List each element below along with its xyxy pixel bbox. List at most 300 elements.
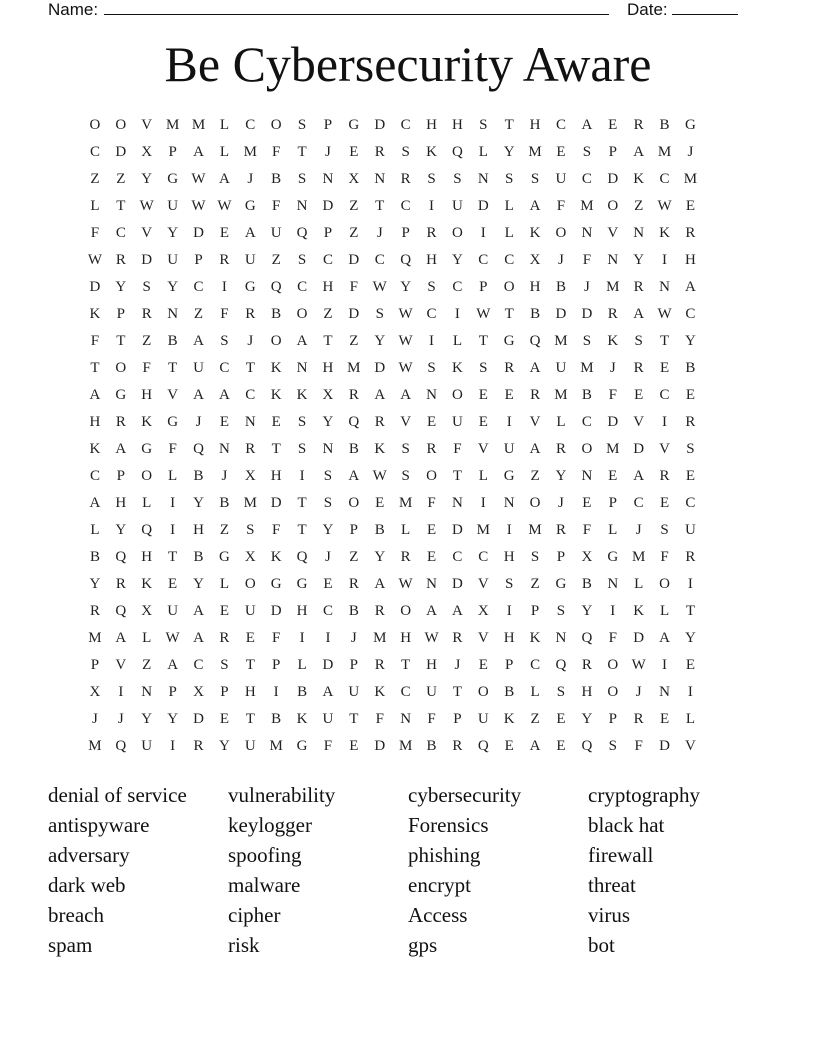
grid-letter[interactable]: C [115, 225, 126, 241]
grid-letter[interactable]: S [246, 522, 255, 538]
grid-letter[interactable]: O [529, 495, 541, 511]
grid-letter[interactable]: I [687, 684, 693, 700]
grid-letter[interactable]: C [297, 279, 308, 295]
grid-letter[interactable]: F [272, 198, 281, 214]
grid-letter[interactable]: T [401, 657, 411, 673]
grid-letter[interactable]: U [270, 225, 282, 241]
grid-letter[interactable]: R [685, 549, 696, 565]
grid-letter[interactable]: W [424, 630, 439, 646]
grid-letter[interactable]: Y [555, 468, 567, 484]
grid-letter[interactable]: A [322, 684, 334, 700]
grid-letter[interactable]: C [193, 657, 204, 673]
grid-letter[interactable]: Z [349, 549, 359, 565]
grid-letter[interactable]: Q [115, 603, 127, 619]
grid-letter[interactable]: B [193, 468, 204, 484]
grid-letter[interactable]: J [687, 144, 694, 160]
grid-letter[interactable]: R [633, 279, 644, 295]
grid-letter[interactable]: J [325, 549, 331, 565]
grid-letter[interactable]: A [218, 171, 230, 187]
grid-letter[interactable]: O [607, 198, 619, 214]
grid-letter[interactable]: G [296, 738, 308, 754]
grid-letter[interactable]: I [170, 522, 176, 538]
grid-letter[interactable]: I [429, 333, 435, 349]
grid-letter[interactable]: D [115, 144, 127, 160]
grid-letter[interactable]: V [633, 414, 645, 430]
grid-letter[interactable]: A [89, 495, 101, 511]
grid-letter[interactable]: H [141, 387, 153, 403]
grid-letter[interactable]: H [322, 360, 334, 376]
grid-letter[interactable]: A [193, 144, 204, 160]
grid-letter[interactable]: E [608, 468, 618, 484]
grid-letter[interactable]: M [398, 495, 413, 511]
grid-letter[interactable]: R [374, 657, 385, 673]
grid-letter[interactable]: M [88, 738, 102, 754]
grid-letter[interactable]: H [503, 549, 515, 565]
grid-letter[interactable]: P [505, 657, 514, 673]
grid-letter[interactable]: Q [529, 333, 541, 349]
grid-letter[interactable]: H [451, 117, 463, 133]
grid-letter[interactable]: X [244, 549, 256, 565]
grid-letter[interactable]: T [504, 117, 514, 133]
grid-letter[interactable]: L [659, 603, 670, 619]
grid-letter[interactable]: J [247, 171, 254, 187]
grid-letter[interactable]: U [322, 711, 334, 727]
grid-letter[interactable]: P [453, 711, 462, 727]
grid-letter[interactable]: R [219, 630, 230, 646]
grid-letter[interactable]: R [245, 441, 256, 457]
grid-letter[interactable]: G [503, 468, 515, 484]
grid-letter[interactable]: P [168, 684, 177, 700]
grid-letter[interactable]: E [219, 711, 229, 727]
grid-letter[interactable]: S [582, 144, 592, 160]
grid-letter[interactable]: Y [581, 711, 593, 727]
grid-letter[interactable]: I [273, 684, 279, 700]
grid-letter[interactable]: E [608, 117, 618, 133]
grid-letter[interactable]: M [580, 360, 594, 376]
grid-letter[interactable]: R [426, 441, 437, 457]
grid-letter[interactable]: Q [451, 144, 463, 160]
grid-letter[interactable]: S [582, 333, 592, 349]
grid-letter[interactable]: M [683, 171, 698, 187]
grid-letter[interactable]: L [478, 468, 488, 484]
grid-letter[interactable]: B [219, 495, 230, 511]
grid-letter[interactable]: D [193, 711, 204, 727]
grid-letter[interactable]: R [193, 738, 204, 754]
grid-letter[interactable]: R [219, 252, 230, 268]
grid-letter[interactable]: P [90, 657, 100, 673]
grid-letter[interactable]: I [325, 630, 331, 646]
grid-letter[interactable]: C [633, 495, 644, 511]
grid-letter[interactable]: Y [141, 171, 153, 187]
grid-letter[interactable]: D [348, 252, 360, 268]
grid-letter[interactable]: L [634, 576, 644, 592]
grid-letter[interactable]: J [635, 522, 642, 538]
grid-letter[interactable]: E [659, 360, 670, 376]
grid-letter[interactable]: C [452, 549, 463, 565]
grid-letter[interactable]: C [374, 252, 385, 268]
grid-letter[interactable]: X [348, 171, 360, 187]
grid-letter[interactable]: X [529, 252, 541, 268]
grid-letter[interactable]: M [631, 549, 646, 565]
grid-letter[interactable]: Q [296, 225, 308, 241]
grid-letter[interactable]: M [373, 630, 387, 646]
grid-letter[interactable]: A [581, 117, 593, 133]
grid-letter[interactable]: Y [633, 252, 645, 268]
grid-letter[interactable]: E [219, 603, 229, 619]
grid-letter[interactable]: A [633, 468, 645, 484]
grid-letter[interactable]: I [506, 414, 512, 430]
grid-letter[interactable]: I [454, 306, 460, 322]
grid-letter[interactable]: T [323, 333, 333, 349]
grid-letter[interactable]: C [555, 117, 566, 133]
grid-letter[interactable]: C [426, 306, 437, 322]
grid-letter[interactable]: L [168, 468, 178, 484]
grid-letter[interactable]: O [555, 225, 567, 241]
grid-letter[interactable]: R [659, 468, 670, 484]
grid-letter[interactable]: M [476, 522, 490, 538]
grid-letter[interactable]: O [477, 684, 489, 700]
grid-letter[interactable]: G [685, 117, 696, 133]
grid-letter[interactable]: O [270, 117, 282, 133]
grid-letter[interactable]: Q [348, 414, 360, 430]
grid-letter[interactable]: Z [530, 711, 540, 727]
grid-letter[interactable]: Q [141, 522, 153, 538]
grid-letter[interactable]: R [555, 441, 566, 457]
grid-letter[interactable]: C [400, 117, 411, 133]
grid-letter[interactable]: C [322, 252, 333, 268]
grid-letter[interactable]: K [141, 414, 153, 430]
grid-letter[interactable]: S [323, 495, 333, 511]
grid-letter[interactable]: J [117, 711, 124, 727]
grid-letter[interactable]: J [558, 252, 564, 268]
grid-letter[interactable]: I [506, 603, 512, 619]
grid-letter[interactable]: D [348, 306, 360, 322]
grid-letter[interactable]: I [480, 225, 486, 241]
grid-letter[interactable]: Y [218, 738, 230, 754]
grid-letter[interactable]: A [529, 738, 541, 754]
grid-letter[interactable]: O [400, 603, 412, 619]
grid-letter[interactable]: Y [167, 279, 179, 295]
grid-letter[interactable]: Z [271, 252, 281, 268]
grid-letter[interactable]: W [165, 630, 180, 646]
grid-letter[interactable]: S [660, 522, 669, 538]
grid-letter[interactable]: H [426, 657, 437, 673]
grid-letter[interactable]: T [245, 657, 255, 673]
grid-letter[interactable]: A [529, 198, 541, 214]
grid-letter[interactable]: J [195, 414, 202, 430]
grid-letter[interactable]: H [193, 522, 204, 538]
grid-letter[interactable]: Y [685, 333, 696, 349]
grid-letter[interactable]: M [657, 144, 672, 160]
grid-letter[interactable]: E [504, 387, 514, 403]
grid-letter[interactable]: N [477, 171, 489, 187]
grid-letter[interactable]: L [504, 225, 514, 241]
grid-letter[interactable]: M [606, 441, 620, 457]
grid-letter[interactable]: S [479, 360, 488, 376]
grid-letter[interactable]: S [505, 576, 514, 592]
grid-letter[interactable]: Z [634, 198, 644, 214]
grid-letter[interactable]: C [89, 144, 100, 160]
grid-letter[interactable]: T [116, 333, 126, 349]
grid-letter[interactable]: N [374, 171, 386, 187]
grid-letter[interactable]: U [555, 171, 567, 187]
grid-letter[interactable]: S [556, 603, 566, 619]
grid-letter[interactable]: R [633, 711, 644, 727]
grid-letter[interactable]: C [581, 171, 592, 187]
grid-letter[interactable]: N [322, 171, 334, 187]
grid-letter[interactable]: Q [115, 738, 127, 754]
grid-letter[interactable]: Z [116, 171, 126, 187]
name-field[interactable] [104, 0, 609, 15]
grid-letter[interactable]: R [374, 603, 385, 619]
grid-letter[interactable]: V [115, 657, 127, 673]
grid-letter[interactable]: U [244, 252, 256, 268]
grid-letter[interactable]: R [141, 306, 152, 322]
grid-letter[interactable]: L [608, 522, 618, 538]
grid-letter[interactable]: N [218, 441, 230, 457]
grid-letter[interactable]: Y [322, 414, 334, 430]
grid-letter[interactable]: R [400, 171, 411, 187]
grid-letter[interactable]: I [299, 468, 305, 484]
grid-letter[interactable]: V [477, 576, 489, 592]
grid-letter[interactable]: S [427, 360, 436, 376]
grid-letter[interactable]: E [349, 144, 359, 160]
grid-letter[interactable]: U [503, 441, 515, 457]
grid-letter[interactable]: Z [349, 333, 359, 349]
grid-letter[interactable]: Y [581, 603, 593, 619]
grid-letter[interactable]: A [193, 630, 204, 646]
grid-letter[interactable]: O [659, 576, 670, 592]
grid-letter[interactable]: F [168, 441, 177, 457]
grid-letter[interactable]: Z [142, 657, 152, 673]
grid-letter[interactable]: C [193, 279, 204, 295]
grid-letter[interactable]: L [556, 414, 566, 430]
grid-letter[interactable]: S [686, 441, 695, 457]
grid-letter[interactable]: J [221, 468, 228, 484]
grid-letter[interactable]: J [558, 495, 564, 511]
grid-letter[interactable]: C [245, 117, 256, 133]
grid-letter[interactable]: P [116, 306, 125, 322]
grid-letter[interactable]: X [141, 144, 153, 160]
grid-letter[interactable]: Y [193, 495, 204, 511]
grid-letter[interactable]: H [244, 684, 256, 700]
grid-letter[interactable]: F [608, 630, 617, 646]
grid-letter[interactable]: D [322, 657, 334, 673]
grid-letter[interactable]: O [348, 495, 360, 511]
grid-letter[interactable]: R [115, 414, 126, 430]
grid-letter[interactable]: I [429, 198, 435, 214]
grid-letter[interactable]: S [401, 441, 410, 457]
grid-letter[interactable]: Q [296, 549, 308, 565]
grid-letter[interactable]: G [244, 279, 256, 295]
grid-letter[interactable]: B [555, 279, 566, 295]
grid-letter[interactable]: B [659, 117, 670, 133]
grid-letter[interactable]: F [608, 387, 617, 403]
grid-letter[interactable]: D [607, 171, 619, 187]
grid-letter[interactable]: H [529, 279, 541, 295]
grid-letter[interactable]: U [141, 738, 153, 754]
grid-letter[interactable]: K [633, 171, 645, 187]
grid-letter[interactable]: J [454, 657, 461, 673]
grid-letter[interactable]: Y [115, 522, 127, 538]
grid-letter[interactable]: L [90, 522, 100, 538]
grid-letter[interactable]: M [243, 144, 257, 160]
grid-letter[interactable]: N [659, 684, 670, 700]
grid-letter[interactable]: R [452, 630, 463, 646]
grid-letter[interactable]: M [528, 144, 542, 160]
grid-letter[interactable]: O [607, 684, 619, 700]
grid-letter[interactable]: L [90, 198, 100, 214]
grid-letter[interactable]: F [582, 252, 592, 268]
grid-letter[interactable]: W [657, 306, 672, 322]
grid-letter[interactable]: D [633, 630, 645, 646]
grid-letter[interactable]: N [607, 252, 619, 268]
grid-letter[interactable]: A [296, 333, 308, 349]
grid-letter[interactable]: O [89, 117, 101, 133]
grid-letter[interactable]: B [530, 306, 541, 322]
grid-letter[interactable]: W [191, 171, 206, 187]
grid-letter[interactable]: P [323, 225, 333, 241]
grid-letter[interactable]: F [453, 441, 462, 457]
grid-letter[interactable]: I [687, 576, 693, 592]
grid-letter[interactable]: F [556, 198, 566, 214]
grid-letter[interactable]: A [244, 225, 256, 241]
grid-letter[interactable]: D [322, 198, 334, 214]
grid-letter[interactable]: R [685, 225, 696, 241]
grid-letter[interactable]: K [529, 225, 541, 241]
grid-letter[interactable]: I [170, 738, 176, 754]
grid-letter[interactable]: Z [349, 225, 359, 241]
grid-letter[interactable]: N [555, 630, 567, 646]
grid-letter[interactable]: U [167, 252, 179, 268]
grid-letter[interactable]: I [221, 279, 227, 295]
grid-letter[interactable]: O [115, 117, 127, 133]
grid-letter[interactable]: S [530, 549, 540, 565]
grid-letter[interactable]: Q [400, 252, 412, 268]
grid-letter[interactable]: W [372, 279, 387, 295]
grid-letter[interactable]: D [555, 306, 567, 322]
grid-letter[interactable]: O [581, 441, 593, 457]
grid-letter[interactable]: F [142, 360, 151, 376]
grid-letter[interactable]: K [374, 441, 386, 457]
grid-letter[interactable]: L [504, 198, 514, 214]
grid-letter[interactable]: N [296, 360, 308, 376]
grid-letter[interactable]: U [555, 360, 567, 376]
grid-letter[interactable]: N [426, 576, 437, 592]
grid-letter[interactable]: V [607, 225, 619, 241]
grid-letter[interactable]: P [608, 144, 617, 160]
grid-letter[interactable]: M [88, 630, 102, 646]
grid-letter[interactable]: W [398, 306, 413, 322]
grid-letter[interactable]: Y [322, 522, 334, 538]
grid-letter[interactable]: E [685, 198, 696, 214]
grid-letter[interactable]: U [244, 603, 256, 619]
grid-letter[interactable]: S [401, 144, 410, 160]
grid-letter[interactable]: W [191, 198, 206, 214]
grid-letter[interactable]: J [247, 333, 254, 349]
grid-letter[interactable]: F [90, 333, 100, 349]
grid-letter[interactable]: Z [90, 171, 100, 187]
grid-letter[interactable]: Z [530, 576, 540, 592]
grid-letter[interactable]: T [245, 360, 255, 376]
grid-letter[interactable]: S [323, 468, 333, 484]
grid-letter[interactable]: H [115, 495, 127, 511]
grid-letter[interactable]: R [555, 522, 566, 538]
grid-letter[interactable]: D [374, 117, 386, 133]
grid-letter[interactable]: J [609, 360, 616, 376]
grid-letter[interactable]: N [659, 279, 670, 295]
grid-letter[interactable]: L [401, 522, 411, 538]
grid-letter[interactable]: D [193, 225, 204, 241]
grid-letter[interactable]: K [529, 630, 541, 646]
grid-letter[interactable]: I [118, 684, 124, 700]
grid-letter[interactable]: V [477, 630, 489, 646]
grid-letter[interactable]: S [608, 738, 617, 754]
grid-letter[interactable]: W [476, 306, 491, 322]
grid-letter[interactable]: G [348, 117, 360, 133]
grid-letter[interactable]: G [167, 414, 179, 430]
grid-letter[interactable]: P [272, 657, 281, 673]
grid-letter[interactable]: R [633, 117, 644, 133]
grid-letter[interactable]: F [90, 225, 100, 241]
grid-letter[interactable]: K [296, 387, 308, 403]
grid-letter[interactable]: E [219, 414, 229, 430]
grid-letter[interactable]: N [167, 306, 179, 322]
grid-letter[interactable]: M [347, 360, 361, 376]
grid-letter[interactable]: P [530, 603, 540, 619]
grid-letter[interactable]: K [633, 603, 645, 619]
grid-letter[interactable]: H [529, 117, 541, 133]
grid-letter[interactable]: G [503, 333, 515, 349]
grid-letter[interactable]: L [478, 144, 488, 160]
grid-letter[interactable]: A [348, 468, 360, 484]
grid-letter[interactable]: L [219, 576, 229, 592]
grid-letter[interactable]: I [170, 495, 176, 511]
grid-letter[interactable]: E [556, 144, 566, 160]
grid-letter[interactable]: E [219, 225, 229, 241]
grid-letter[interactable]: N [633, 225, 645, 241]
grid-letter[interactable]: E [582, 495, 592, 511]
grid-letter[interactable]: M [191, 117, 206, 133]
grid-letter[interactable]: D [374, 360, 386, 376]
grid-letter[interactable]: A [193, 387, 204, 403]
grid-letter[interactable]: R [400, 549, 411, 565]
grid-letter[interactable]: H [685, 252, 696, 268]
grid-letter[interactable]: F [272, 144, 281, 160]
grid-letter[interactable]: K [607, 333, 619, 349]
grid-letter[interactable]: S [505, 171, 514, 187]
grid-letter[interactable]: C [400, 684, 411, 700]
grid-letter[interactable]: E [659, 711, 670, 727]
grid-letter[interactable]: O [451, 387, 463, 403]
grid-letter[interactable]: S [401, 468, 410, 484]
grid-letter[interactable]: W [139, 198, 154, 214]
grid-letter[interactable]: U [451, 414, 463, 430]
grid-letter[interactable]: J [376, 225, 383, 241]
grid-letter[interactable]: Y [451, 252, 463, 268]
grid-letter[interactable]: D [451, 576, 463, 592]
grid-letter[interactable]: B [374, 522, 385, 538]
grid-letter[interactable]: A [426, 603, 437, 619]
grid-letter[interactable]: J [92, 711, 98, 727]
grid-letter[interactable]: W [398, 360, 413, 376]
grid-letter[interactable]: R [685, 414, 696, 430]
grid-letter[interactable]: F [220, 306, 229, 322]
grid-letter[interactable]: S [634, 333, 643, 349]
grid-letter[interactable]: B [271, 711, 282, 727]
grid-letter[interactable]: A [374, 576, 386, 592]
grid-letter[interactable]: E [659, 495, 670, 511]
